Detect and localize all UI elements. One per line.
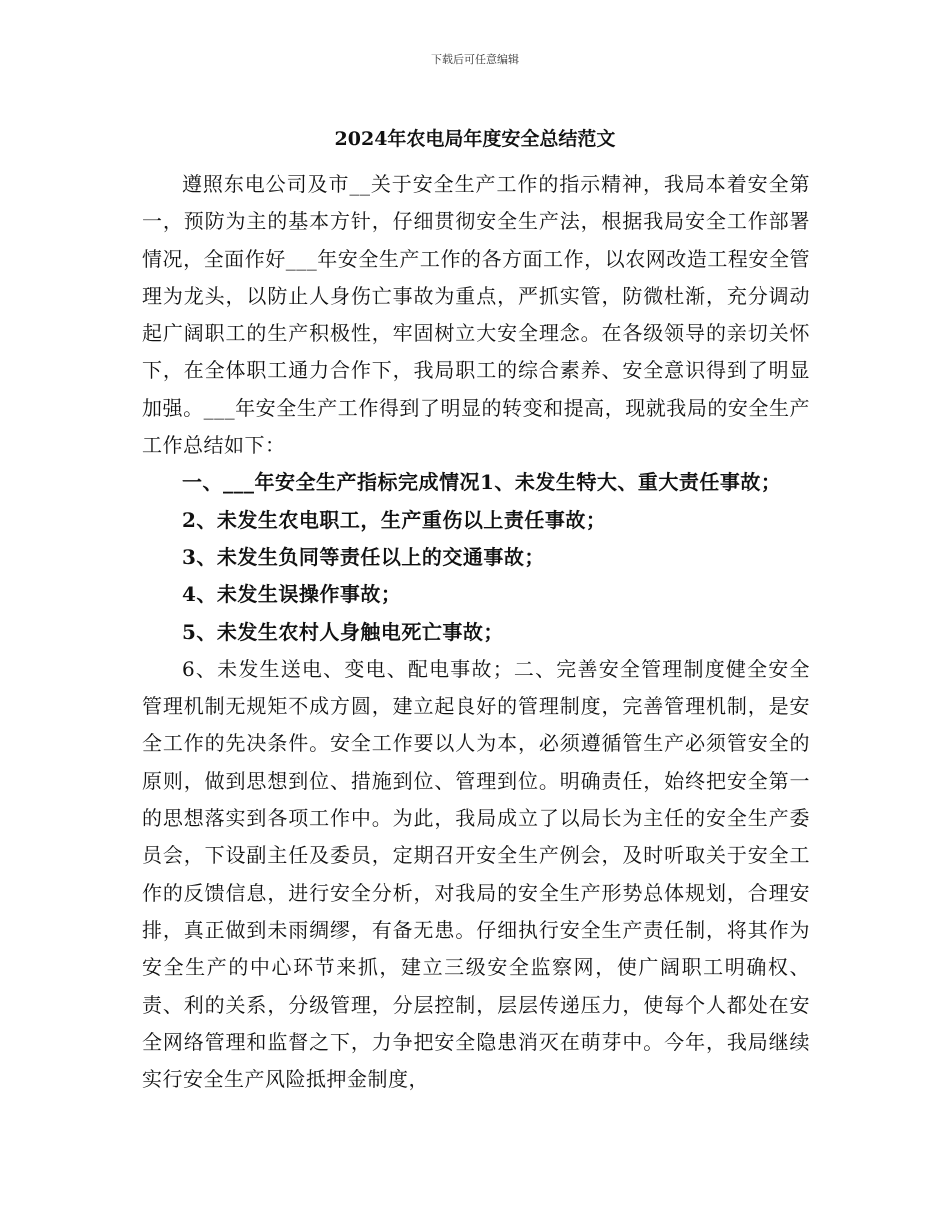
indicator-item-5: 5、未发生农村人身触电死亡事故；	[182, 619, 504, 644]
document-title: 2024年农电局年度安全总结范文	[334, 128, 616, 150]
indicator-item-4: 4、未发生误操作事故；	[182, 582, 402, 607]
intro-paragraph: 遵照东电公司及市__关于安全生产工作的指示精神，我局本着安全第一，预防为主的基本方针，仔细贯彻安全生产法，根据我局安全工作部署情况，全面作好___年安全生产工作的各方面工作，以农网改造工程安全管理为龙头，以防止人身伤亡事故为重点，严抓实管，防微杜渐，充分调动起广阔职工的生产积极性，牢固树立大安全理念。在各级领导的亲切关怀下，在全体职工通力合作下，我局职工的综合素养、安全意识得到了明显加强。___年安全生产工作得到了明显的转变和提高，现就我局的安全生产工作总结如下：	[142, 172, 810, 458]
indicator-item-3: 3、未发生负同等责任以上的交通事故；	[182, 544, 545, 569]
indicator-item-2: 2、未发生农电职工，生产重伤以上责任事故；	[182, 507, 607, 532]
page-header-note: 下载后可任意编辑	[431, 53, 519, 66]
document-body	[142, 166, 810, 1098]
section-one-heading-paragraph: 一、___年安全生产指标完成情况1、未发生特大、重大责任事故；	[182, 470, 782, 495]
section-two-paragraph: 6、未发生送电、变电、配电事故；二、完善安全管理制度健全安全管理机制无规矩不成方圆，建立起良好的管理制度，完善管理机制，是安全工作的先决条件。安全工作要以人为本，必须遵循管生产必须管安全的原则，做到思想到位、措施到位、管理到位。明确责任，始终把安全第一的思想落实到各项工作中。为此，我局成立了以局长为主任的安全生产委员会，下设副主任及委员，定期召开安全生产例会，及时听取关于安全工作的反馈信息，进行安全分析，对我局的安全生产形势总体规划，合理安排，真正做到未雨绸缪，有备无患。仔细执行安全生产责任制，将其作为安全生产的中心环节来抓，建立三级安全监察网，使广阔职工明确权、责、利的关系，分级管理，分层控制，层层传递压力，使每个人都处在安全网络管理和监督之下，力争把安全隐患消灭在萌芽中。今年，我局继续实行安全生产风险抵押金制度，	[142, 656, 810, 1092]
